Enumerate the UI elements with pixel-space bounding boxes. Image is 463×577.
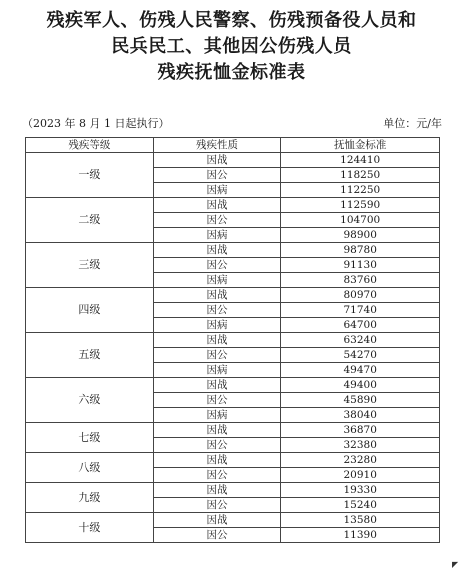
nature-cell: 因战 [153,378,281,393]
title-line-2: 民兵民工、其他因公伤残人员 [111,36,352,57]
nature-cell: 因病 [153,363,281,378]
amount-cell: 98780 [281,243,440,258]
table-row [26,288,440,303]
nature-cell: 因战 [153,288,281,303]
amount-cell: 112590 [281,198,440,213]
table-body [26,153,440,543]
header-nature: 残疾性质 [153,138,281,153]
meta-row [22,116,442,132]
grade-cell: 十级 [26,513,154,543]
amount-cell: 63240 [281,333,440,348]
amount-cell: 49400 [281,378,440,393]
table-row [26,513,440,528]
nature-cell: 因战 [153,483,281,498]
amount-cell: 98900 [281,228,440,243]
nature-cell: 因病 [153,273,281,288]
amount-cell: 45890 [281,393,440,408]
nature-cell: 因战 [153,243,281,258]
nature-cell: 因病 [153,318,281,333]
table-row [26,198,440,213]
nature-cell: 因病 [153,183,281,198]
amount-cell: 13580 [281,513,440,528]
grade-cell: 二级 [26,198,154,243]
nature-cell: 因病 [153,408,281,423]
header-amount: 抚恤金标准 [281,138,440,153]
amount-cell: 32380 [281,438,440,453]
nature-cell: 因战 [153,513,281,528]
table-row [26,243,440,258]
table-row [26,153,440,168]
nature-cell: 因公 [153,258,281,273]
grade-cell: 一级 [26,153,154,198]
amount-cell: 38040 [281,408,440,423]
nature-cell: 因战 [153,153,281,168]
amount-cell: 36870 [281,423,440,438]
table-row [26,453,440,468]
title-line-1: 残疾军人、伤残人民警察、伤残预备役人员和 [46,10,417,31]
amount-cell: 80970 [281,288,440,303]
nature-cell: 因公 [153,468,281,483]
document-title [0,8,463,86]
amount-cell: 15240 [281,498,440,513]
amount-cell: 71740 [281,303,440,318]
amount-cell: 54270 [281,348,440,363]
nature-cell: 因病 [153,228,281,243]
pension-standard-table [25,137,440,543]
grade-cell: 六级 [26,378,154,423]
table-row [26,483,440,498]
amount-cell: 20910 [281,468,440,483]
nature-cell: 因公 [153,438,281,453]
amount-cell: 124410 [281,153,440,168]
amount-cell: 91130 [281,258,440,273]
header-grade: 残疾等级 [26,138,154,153]
amount-cell: 112250 [281,183,440,198]
grade-cell: 五级 [26,333,154,378]
nature-cell: 因公 [153,498,281,513]
nature-cell: 因公 [153,213,281,228]
amount-cell: 49470 [281,363,440,378]
title-line-3: 残疾抚恤金标准表 [157,62,306,83]
unit-note: 单位：元/年 [383,117,442,130]
nature-cell: 因战 [153,333,281,348]
corner-mark: ◤ [452,560,459,569]
table-row [26,333,440,348]
nature-cell: 因战 [153,198,281,213]
effective-date-note: （2023 年 8 月 1 日起执行） [22,117,170,130]
nature-cell: 因公 [153,528,281,543]
nature-cell: 因公 [153,393,281,408]
grade-cell: 七级 [26,423,154,453]
amount-cell: 118250 [281,168,440,183]
nature-cell: 因战 [153,423,281,438]
nature-cell: 因公 [153,348,281,363]
table-row [26,378,440,393]
nature-cell: 因公 [153,168,281,183]
amount-cell: 23280 [281,453,440,468]
table-row [26,423,440,438]
amount-cell: 83760 [281,273,440,288]
grade-cell: 八级 [26,453,154,483]
amount-cell: 104700 [281,213,440,228]
amount-cell: 11390 [281,528,440,543]
grade-cell: 九级 [26,483,154,513]
amount-cell: 64700 [281,318,440,333]
table-header-row [26,138,440,153]
nature-cell: 因战 [153,453,281,468]
grade-cell: 三级 [26,243,154,288]
grade-cell: 四级 [26,288,154,333]
amount-cell: 19330 [281,483,440,498]
nature-cell: 因公 [153,303,281,318]
